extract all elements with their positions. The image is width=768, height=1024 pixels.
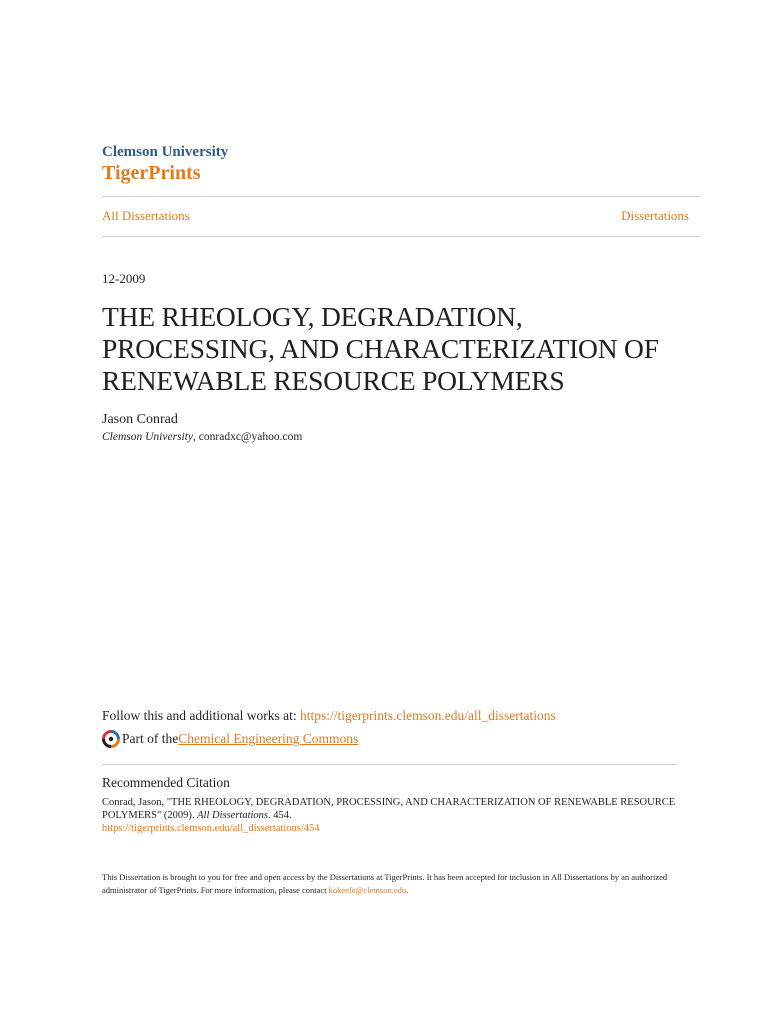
repository-name[interactable]: TigerPrints [102, 162, 201, 184]
citation-divider [102, 764, 677, 765]
chemical-engineering-commons-link[interactable]: Chemical Engineering Commons [178, 731, 359, 746]
citation-series: All Dissertations [197, 810, 269, 821]
publication-date: 12-2009 [102, 271, 146, 286]
citation-main: Conrad, Jason, "THE RHEOLOGY, DEGRADATION, PROCESSING, AND CHARACTERIZATION OF RENEWABLE RESOURCE POLYMERS" (2009). [102, 797, 676, 821]
dissertations-link[interactable]: Dissertations [621, 208, 689, 223]
all-dissertations-link[interactable]: All Dissertations [102, 208, 190, 223]
citation-heading: Recommended Citation [102, 775, 230, 790]
citation-url-link[interactable]: https://tigerprints.clemson.edu/all_dissertations/454 [102, 823, 320, 834]
affiliation-name: Clemson University [102, 431, 194, 443]
header-divider-bottom [102, 236, 700, 237]
citation-number: . 454. [268, 810, 292, 821]
follow-line [102, 708, 556, 724]
affiliation-separator: , [193, 431, 199, 443]
contact-email-link[interactable]: kokeefe@clemson.edu [328, 885, 407, 895]
part-of-line [102, 730, 358, 748]
collection-url-link[interactable]: https://tigerprints.clemson.edu/all_dissertations [300, 708, 556, 723]
author-affiliation [102, 431, 302, 443]
follow-prefix: Follow this and additional works at: [102, 708, 300, 723]
network-icon [102, 730, 120, 748]
institution-name: Clemson University [102, 144, 229, 160]
access-notice [102, 871, 682, 897]
header-divider-top [102, 196, 700, 197]
author-email: conradxc@yahoo.com [198, 431, 303, 443]
part-of-prefix: Part of the [122, 731, 179, 746]
document-title: THE RHEOLOGY, DEGRADATION, PROCESSING, AND CHARACTERIZATION OF RENEWABLE RESOURCE POLYMERS [102, 301, 659, 396]
notice-end: . [406, 885, 409, 895]
notice-text: This Dissertation is brought to you for free and open access by the Dissertations at TigerPrints. It has been accepted for inclusion in All Dissertations by an authorized administrator of TigerPrints. For more information, please contact [102, 872, 668, 895]
institution-block [102, 145, 228, 183]
author-name: Jason Conrad [102, 412, 178, 427]
citation-text [102, 796, 682, 835]
